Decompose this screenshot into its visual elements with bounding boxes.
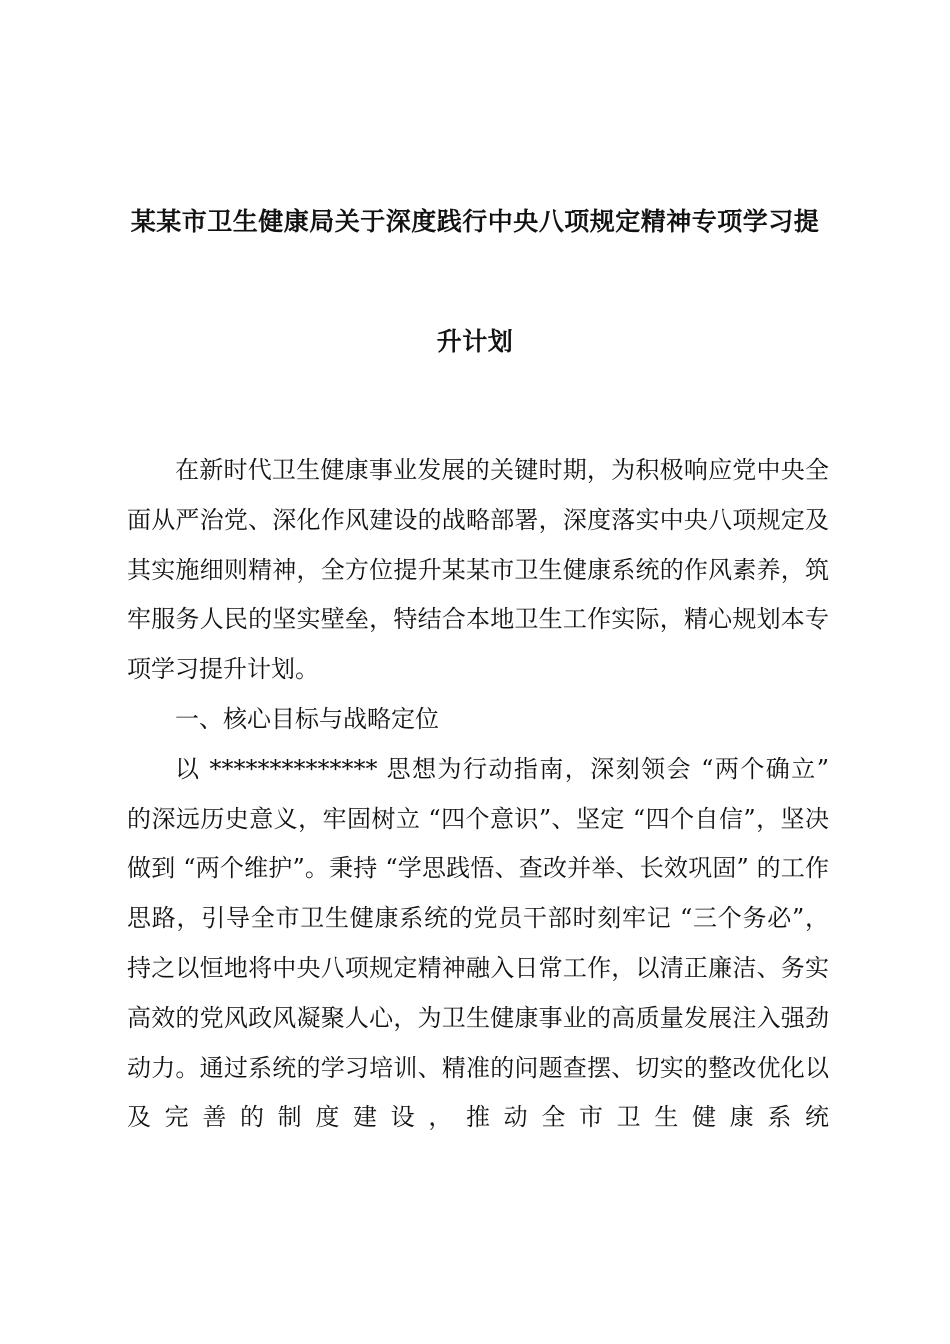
section-1-paragraph: 以 ************** 思想为行动指南，深刻领会 “两个确立” 的深远历史意义，牢固树立 “四个意识”、坚定 “四个自信”，坚决做到 “两个维护”。秉持 “学思践悟、查改并举、长效巩固” 的工作思路，引导全市卫生健康系统的党员干部时刻牢记 “三个务必”，持之以恒地将中央八项规定精神融入日常工作，以清正廉洁、务实高效的党风政风凝聚人心，为卫生健康事业的高质量发展注入强劲动力。通过系统的学习培训、精准的问题查摆、切实的整改优化以及完善的制度建设，推动全市卫生健康系统 xyxy=(127,754,829,1132)
document-title-line-2: 升计划 xyxy=(436,327,514,356)
document-title-line-1: 某某市卫生健康局关于深度践行中央八项规定精神专项学习提 xyxy=(130,207,820,236)
intro-paragraph: 在新时代卫生健康事业发展的关键时期，为积极响应党中央全面从严治党、深化作风建设的战略部署，深度落实中央八项规定及其实施细则精神，全方位提升某某市卫生健康系统的作风素养，筑牢服务人民的坚实壁垒，特结合本地卫生工作实际，精心规划本专项学习提升计划。 xyxy=(127,456,829,684)
section-1-heading: 一、核心目标与战略定位 xyxy=(175,704,439,733)
document-body xyxy=(127,446,829,1143)
